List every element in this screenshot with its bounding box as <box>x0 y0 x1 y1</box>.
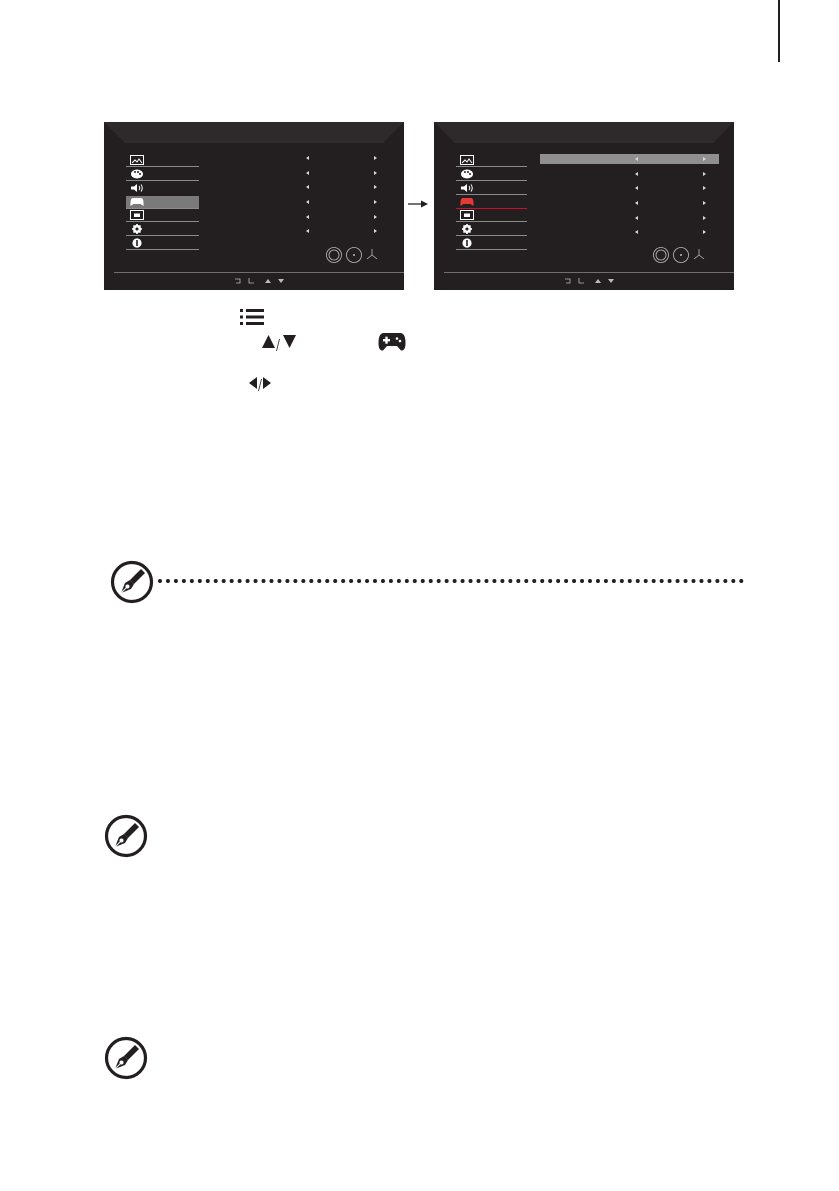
pen-nib-note-icon <box>104 814 148 858</box>
pen-nib-note-icon <box>110 560 154 604</box>
slash-separator <box>258 379 262 391</box>
transition-arrow-icon <box>407 199 429 209</box>
menu-list-icon <box>240 308 264 326</box>
joystick-knobs <box>652 246 708 264</box>
triangle-up-icon <box>262 335 275 348</box>
osd-menu-before <box>104 122 404 290</box>
info-icon <box>130 238 144 248</box>
osd-title-bar <box>104 122 404 144</box>
picture-icon <box>460 155 474 165</box>
note-header <box>104 562 744 604</box>
osd-selected-setting-row <box>540 154 719 164</box>
window-icon <box>130 210 144 220</box>
speaker-icon <box>460 183 474 193</box>
color-palette-icon <box>130 169 144 179</box>
triangle-right-icon <box>263 377 271 389</box>
picture-icon <box>130 155 144 165</box>
gear-icon <box>460 224 474 234</box>
joystick-knobs <box>325 246 381 264</box>
gamepad-icon <box>378 332 406 352</box>
triangle-down-icon <box>283 335 296 348</box>
dotted-separator <box>158 579 744 583</box>
osd-nav-hints <box>234 277 286 285</box>
gamepad-icon <box>460 197 474 207</box>
value-increase-arrow <box>374 156 377 160</box>
osd-menu-after <box>434 122 734 290</box>
speaker-icon <box>130 183 144 193</box>
triangle-left-icon <box>249 377 257 389</box>
pen-nib-note-icon <box>104 1036 148 1080</box>
osd-title-bar <box>434 122 734 144</box>
gear-icon <box>130 224 144 234</box>
slash-separator <box>276 339 280 351</box>
info-icon <box>460 238 474 248</box>
window-icon <box>460 210 474 220</box>
gamepad-icon <box>130 197 144 207</box>
page-edge-rule <box>778 0 780 62</box>
osd-active-underline <box>456 208 527 209</box>
osd-nav-hints <box>564 277 616 285</box>
color-palette-icon <box>460 169 474 179</box>
value-decrease-arrow <box>306 156 309 160</box>
